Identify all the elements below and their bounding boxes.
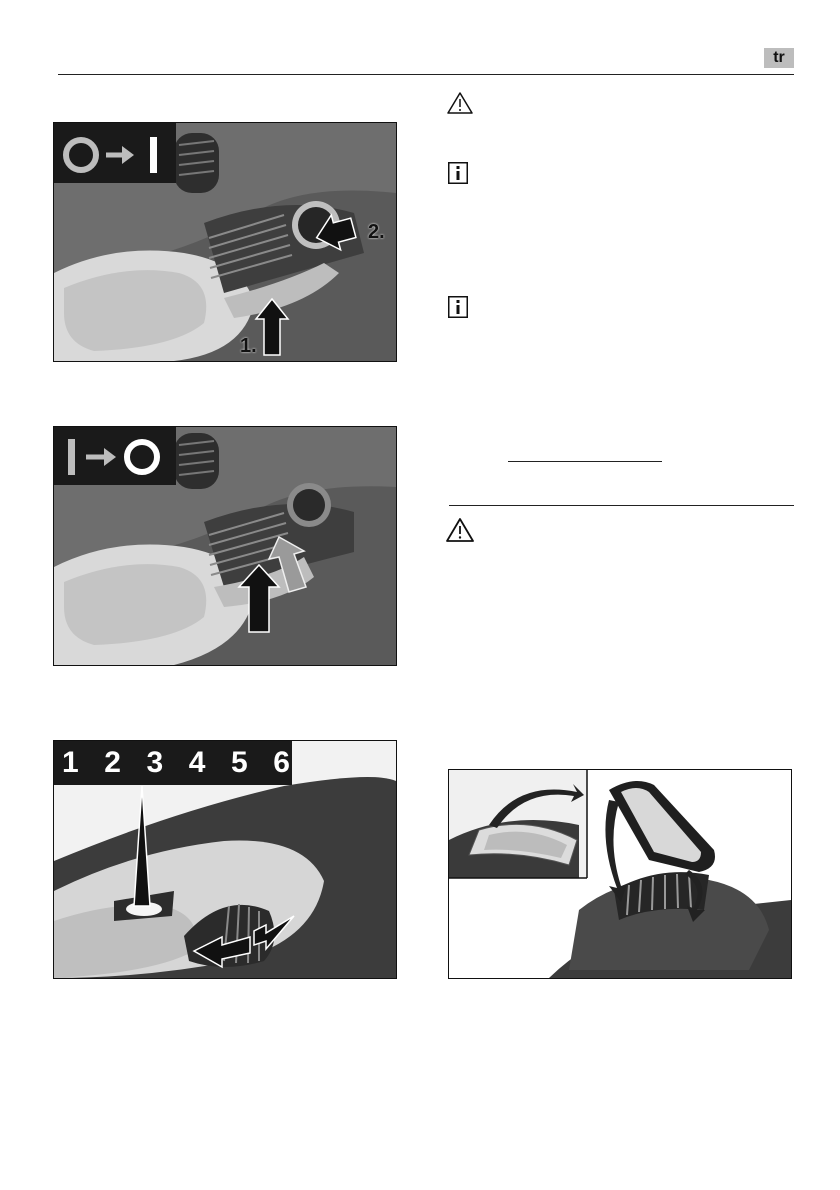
header-rule — [58, 74, 794, 75]
speed-level-list — [62, 745, 290, 781]
info-icon — [448, 162, 468, 184]
warning-triangle-icon — [446, 518, 474, 542]
step-1-label: 1. — [240, 335, 257, 357]
speed-level-4: 4 — [188, 746, 206, 779]
speed-level-1: 1 — [62, 746, 79, 779]
underline-link[interactable] — [508, 461, 662, 462]
speed-level-2: 2 — [104, 746, 121, 779]
info-icon — [448, 296, 468, 318]
warning-triangle-icon — [447, 92, 473, 114]
language-badge: tr — [764, 48, 794, 68]
switch-off-symbols — [64, 437, 170, 477]
switch-on-symbols — [62, 135, 168, 175]
section-rule — [449, 505, 794, 506]
step-2-label: 2. — [368, 221, 385, 243]
speed-level-5: 5 — [231, 746, 248, 779]
figure-speed-selector — [53, 740, 397, 979]
figure-switch-off — [53, 426, 397, 666]
speed-level-3: 3 — [146, 746, 164, 779]
switch-off-to-symbol — [65, 437, 66, 438]
figure-switch-on — [53, 122, 397, 362]
speed-level-6: 6 — [273, 746, 290, 779]
figure-filter-change — [448, 769, 792, 979]
switch-on-to-symbol — [63, 135, 64, 136]
